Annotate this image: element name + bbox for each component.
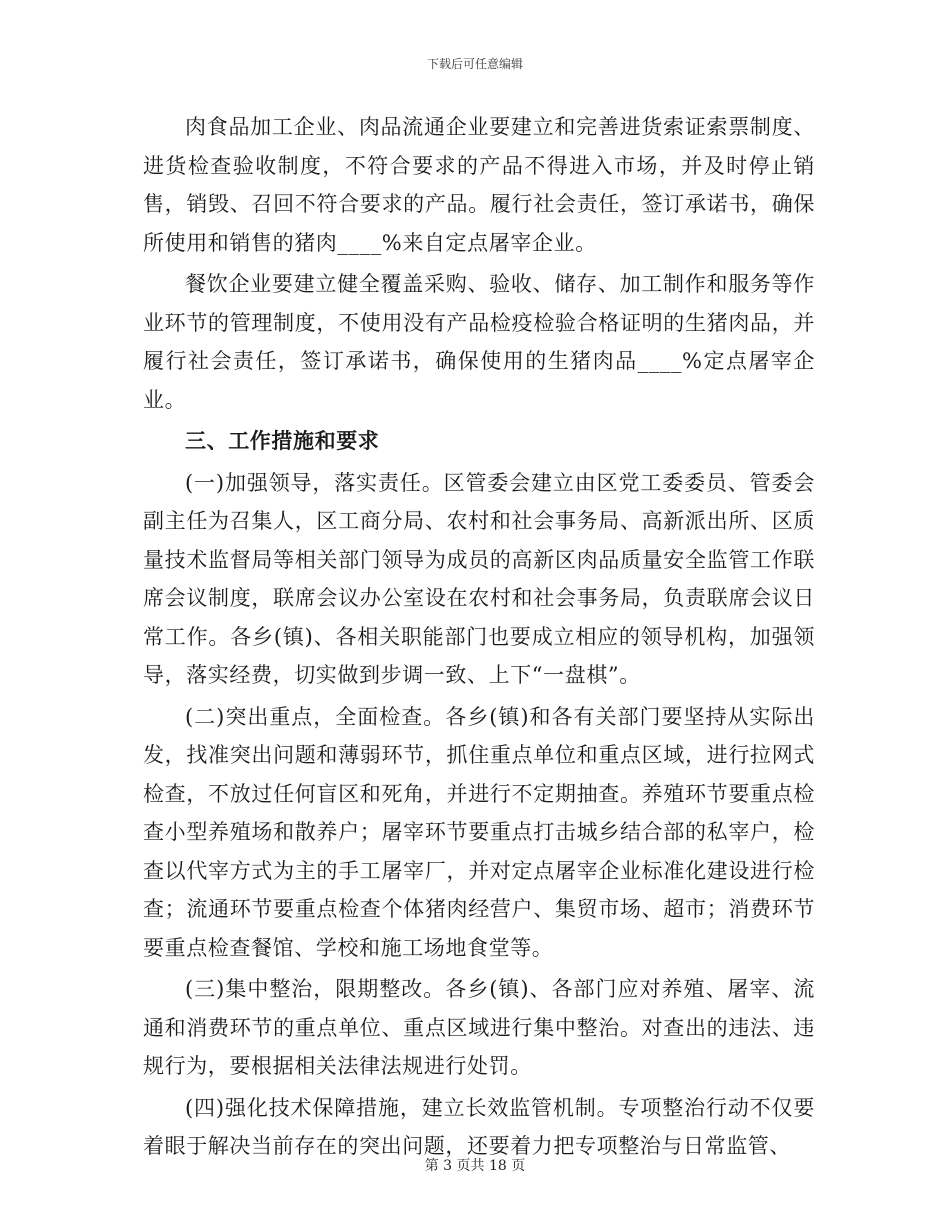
paragraph-meat-processing: 肉食品加工企业、肉品流通企业要建立和完善进货索证索票制度、进货检查验收制度，不符合要求的产品不得进入市场，并及时停止销售，销毁、召回不符合要求的产品。履行社会责任，签订承诺书，确保所使用和销售的猪肉____%来自定点屠宰企业。 [143,115,815,255]
page-number: 第 3 页共 18 页 [424,1158,526,1174]
measure-leadership: (一)加强领导，落实责任。区管委会建立由区党工委委员、管委会副主任为召集人，区工商分局、农村和社会事务局、高新派出所、区质量技术监督局等相关部门领导为成员的高新区肉品质量安全监管工作联席会议制度，联席会议办公室设在农村和社会事务局，负责联席会议日常工作。各乡(镇)、各相关职能部门也要成立相应的领导机构，加强领导，落实经费，切实做到步调一致、上下“一盘棋”。 [143,470,815,687]
header-note: 下载后可任意编辑 [426,57,523,71]
measure-supervision: (四)强化技术保障措施，建立长效监管机制。专项整治行动不仅要着眼于解决当前存在的突出问题，还要着力把专项整治与日常监管、 [143,1095,815,1158]
section-heading: 三、工作措施和要求 [185,428,380,453]
paragraph-catering: 餐饮企业要建立健全覆盖采购、验收、储存、加工制作和服务等作业环节的管理制度，不使用没有产品检疫检验合格证明的生猪肉品，并履行社会责任，签订承诺书，确保使用的生猪肉品____%定点屠宰企业。 [143,272,815,412]
document-body [143,108,815,1169]
measure-rectification: (三)集中整治，限期整改。各乡(镇)、各部门应对养殖、屠宰、流通和消费环节的重点单位、重点区域进行集中整治。对查出的违法、违规行为，要根据相关法律法规进行处罚。 [143,977,815,1078]
measure-key-inspection: (二)突出重点，全面检查。各乡(镇)和各有关部门要坚持从实际出发，找准突出问题和薄弱环节，抓住重点单位和重点区域，进行拉网式检查，不放过任何盲区和死角，并进行不定期抽查。养殖环节要重点检查小型养殖场和散养户；屠宰环节要重点打击城乡结合部的私宰户，检查以代宰方式为主的手工屠宰厂，并对定点屠宰企业标准化建设进行检查；流通环节要重点检查个体猪肉经营户、集贸市场、超市；消费环节要重点检查餐馆、学校和施工场地食堂等。 [143,704,815,960]
